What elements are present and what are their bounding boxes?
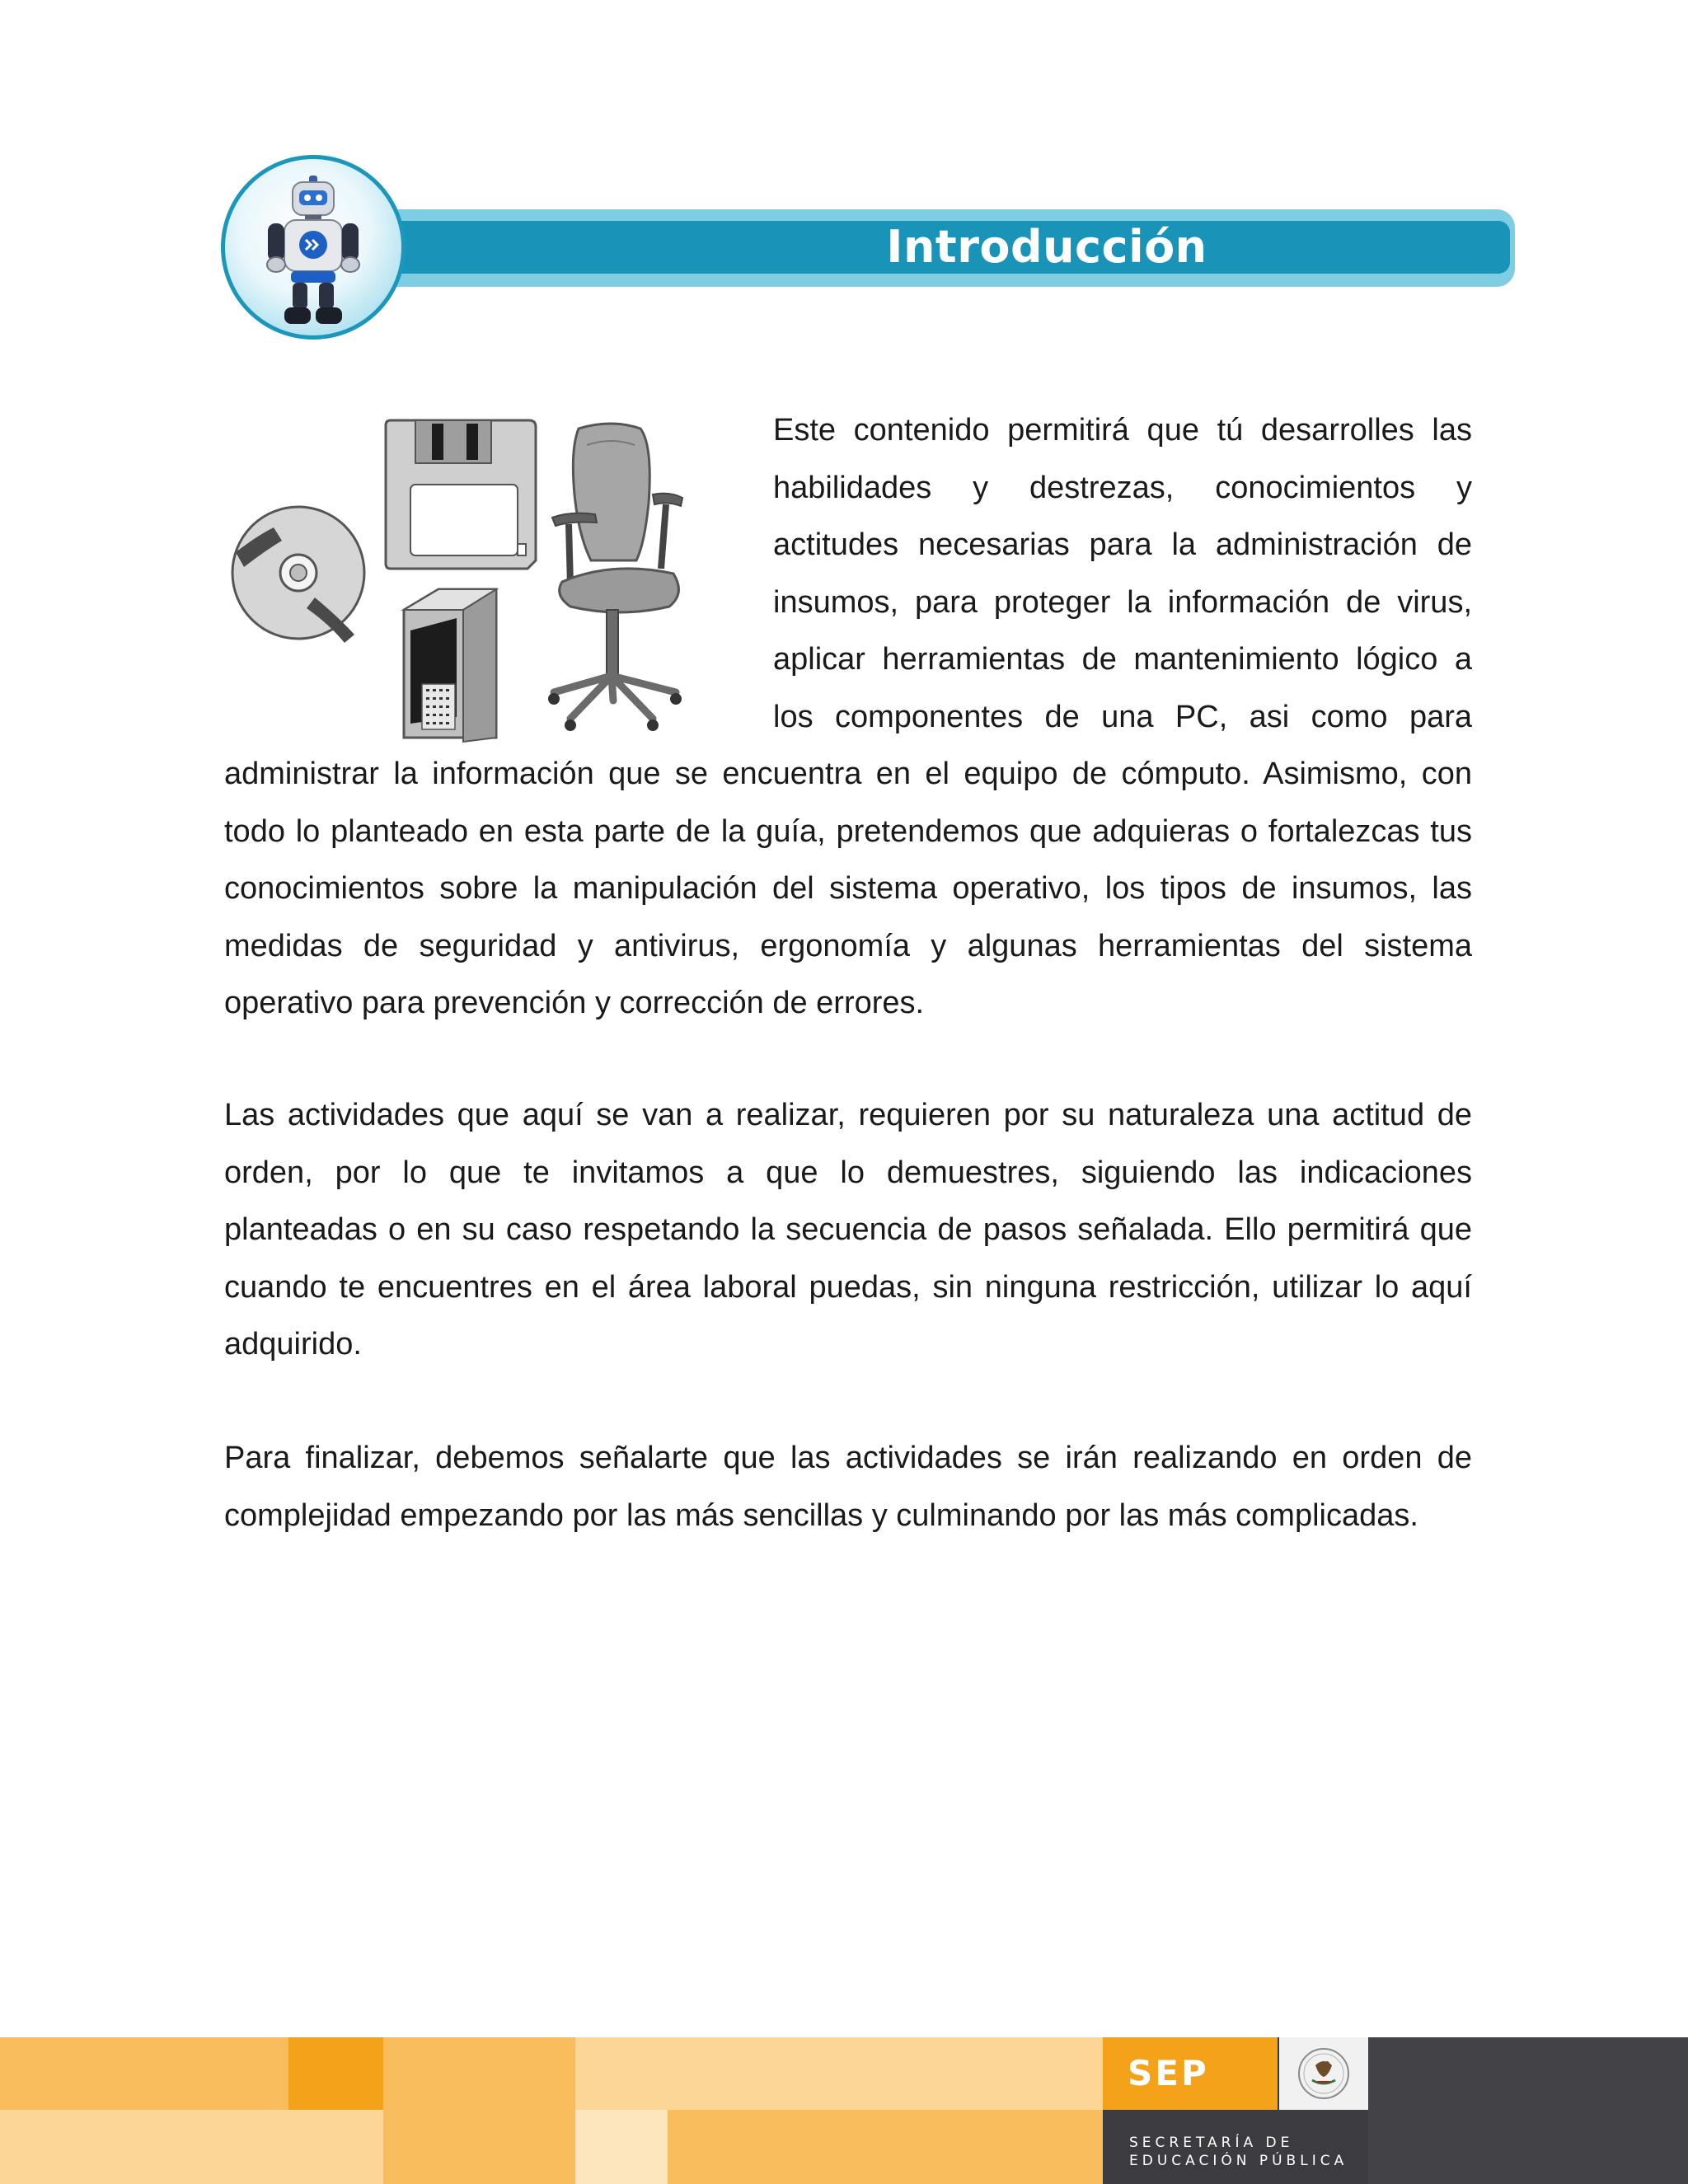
footer-block bbox=[288, 2037, 383, 2110]
mexico-seal-icon bbox=[1279, 2037, 1368, 2110]
section-header bbox=[221, 155, 1515, 340]
footer-block bbox=[383, 2037, 575, 2110]
robot-logo bbox=[221, 155, 406, 340]
page-title: Introducción bbox=[886, 221, 1207, 273]
intro-paragraph-2: Las actividades que aquí se van a realizar, requieren por su naturaleza una actitud de orden, por lo que te invitamos a que lo demuestres, siguiendo las indicaciones planteadas o en su caso respetando la secuencia de pasos señalada. Ello permitirá que cuando te encuentres en el área laboral puedas, sin ninguna restricción, utilizar lo aquí adquirido. bbox=[224, 1098, 1472, 1361]
footer-block bbox=[575, 2110, 668, 2184]
robot-icon bbox=[260, 174, 367, 330]
mexico-seal-box bbox=[1279, 2037, 1368, 2110]
intro-paragraph-3: Para finalizar, debemos señalarte que las actividades se irán realizando en orden de complejidad empezando por las más sencillas y culminando por las más complicadas. bbox=[224, 1441, 1472, 1533]
footer-block bbox=[383, 2110, 575, 2184]
footer-block bbox=[0, 2037, 288, 2110]
footer-block bbox=[668, 2110, 1103, 2184]
sep-logo: SEP bbox=[1103, 2037, 1278, 2110]
footer-dark-block bbox=[1368, 2037, 1688, 2184]
footer-block bbox=[575, 2037, 1103, 2110]
footer-banner bbox=[0, 2037, 1688, 2184]
sep-name-line-2: EDUCACIÓN PÚBLICA bbox=[1129, 2153, 1348, 2169]
footer-block bbox=[0, 2110, 383, 2184]
intro-paragraph-1: Este contenido permitirá que tú desarrolles las habilidades y destrezas, conocimientos y actitudes necesarias para la administración de insumos, para proteger la información de virus, aplicar herramientas de mantenimiento lógico a los componentes de una PC, asi como para administrar la información que se encuentra en el equipo de cómputo. Asimismo, con todo lo planteado en esta parte de la guía, pretendemos que adquieras o fortalezcas tus conocimientos sobre la manipulación del sistema operativo, los tipos de insumos, las medidas de seguridad y antivirus, ergonomía y algunas herramientas del sistema operativo para prevención y corrección de errores. bbox=[224, 413, 1472, 1020]
title-bar bbox=[386, 221, 1510, 274]
sep-name-line-1: SECRETARÍA DE bbox=[1129, 2135, 1294, 2151]
